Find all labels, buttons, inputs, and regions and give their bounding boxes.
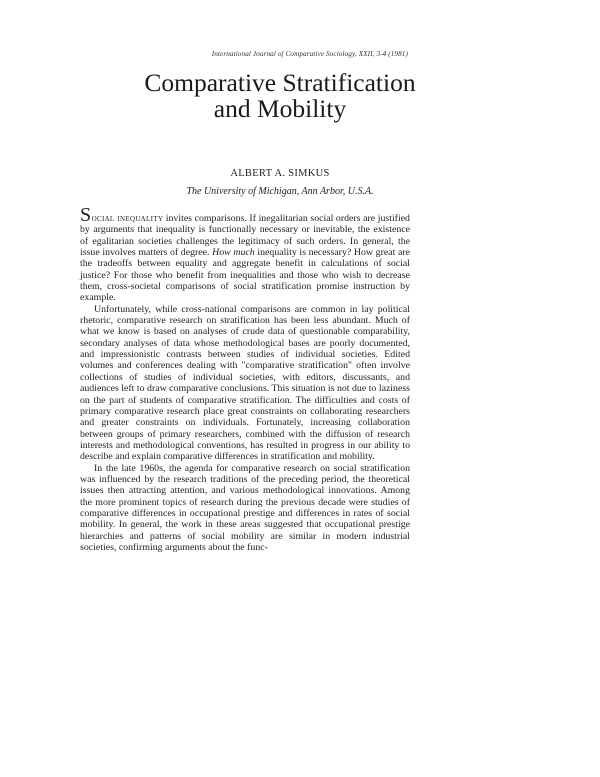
title-line-1: Comparative Stratification [144, 68, 416, 97]
paragraph-2: Unfortunately, while cross-national comparisons are common in lay political rhetoric, comparative research on stratification has been less abundant. Much of what we know is based on analyses of crude data of questionable comparability, secondary analyses of data whose methodological bases are poorly documented, and impressionistic contrasts between studies of individual societies. Edited volumes and conferences dealing with "comparative stratification" often involve collections of studies of individual societies, with editors, discussants, and audiences left to draw comparative conclusions. This situation is not due to laziness on the part of students of comparative stratification. The difficulties and costs of primary comparative research place great constraints on collaborating researchers and greater constraints on individuals. Fortunately, increasing collaboration between groups of primary researchers, combined with the diffusion of research interests and methodological conventions, has resulted in progress in our ability to describe and explain comparative differences in stratification and mobility. [80, 303, 410, 463]
paragraph-1 [80, 204, 411, 304]
journal-reference: International Journal of Comparative Sociology, XXII, 3-4 (1981) [211, 50, 408, 58]
paragraph-1-text-a: invites comparisons. If inegalitarian social orders are justified by arguments that inequality is functionally necessary or inevitable, the existence of egalitarian societies challenges the legitimacy of such orders. In general, the issue involves matters of degree. [80, 213, 410, 259]
article-body [80, 204, 411, 553]
article-title [60, 70, 500, 122]
author-name: ALBERT A. SIMKUS [230, 168, 330, 179]
title-line-2: and Mobility [213, 94, 347, 123]
paragraph-3: In the late 1960s, the agenda for comparative research on social stratification was influenced by the research traditions of the preceding period, the theoretical issues then attracting attention, and various methodological innovations. Among the more prominent topics of research during the previous decade were studies of comparative differences in occupational prestige and differences in rates of social mobility. In general, the work in these areas suggested that occupational prestige hierarchies and patterns of social mobility are similar in modern industrial societies, confirming arguments about the func- [80, 462, 410, 553]
author-affiliation: The University of Michigan, Ann Arbor, U.S.A. [186, 186, 374, 197]
drop-cap: S [80, 204, 92, 226]
opening-smallcaps: ocial inequality [91, 213, 164, 224]
paragraph-1-text-b: inequality is necessary? How great are the tradeoffs between equality and aggregate benefit in calculations of social justice? For those who benefit from inequalities and those who wish to decrease them, cross-societal comparisons of social stratification promise instruction by example. [80, 247, 411, 304]
paragraph-1-italic: How much [212, 247, 255, 259]
